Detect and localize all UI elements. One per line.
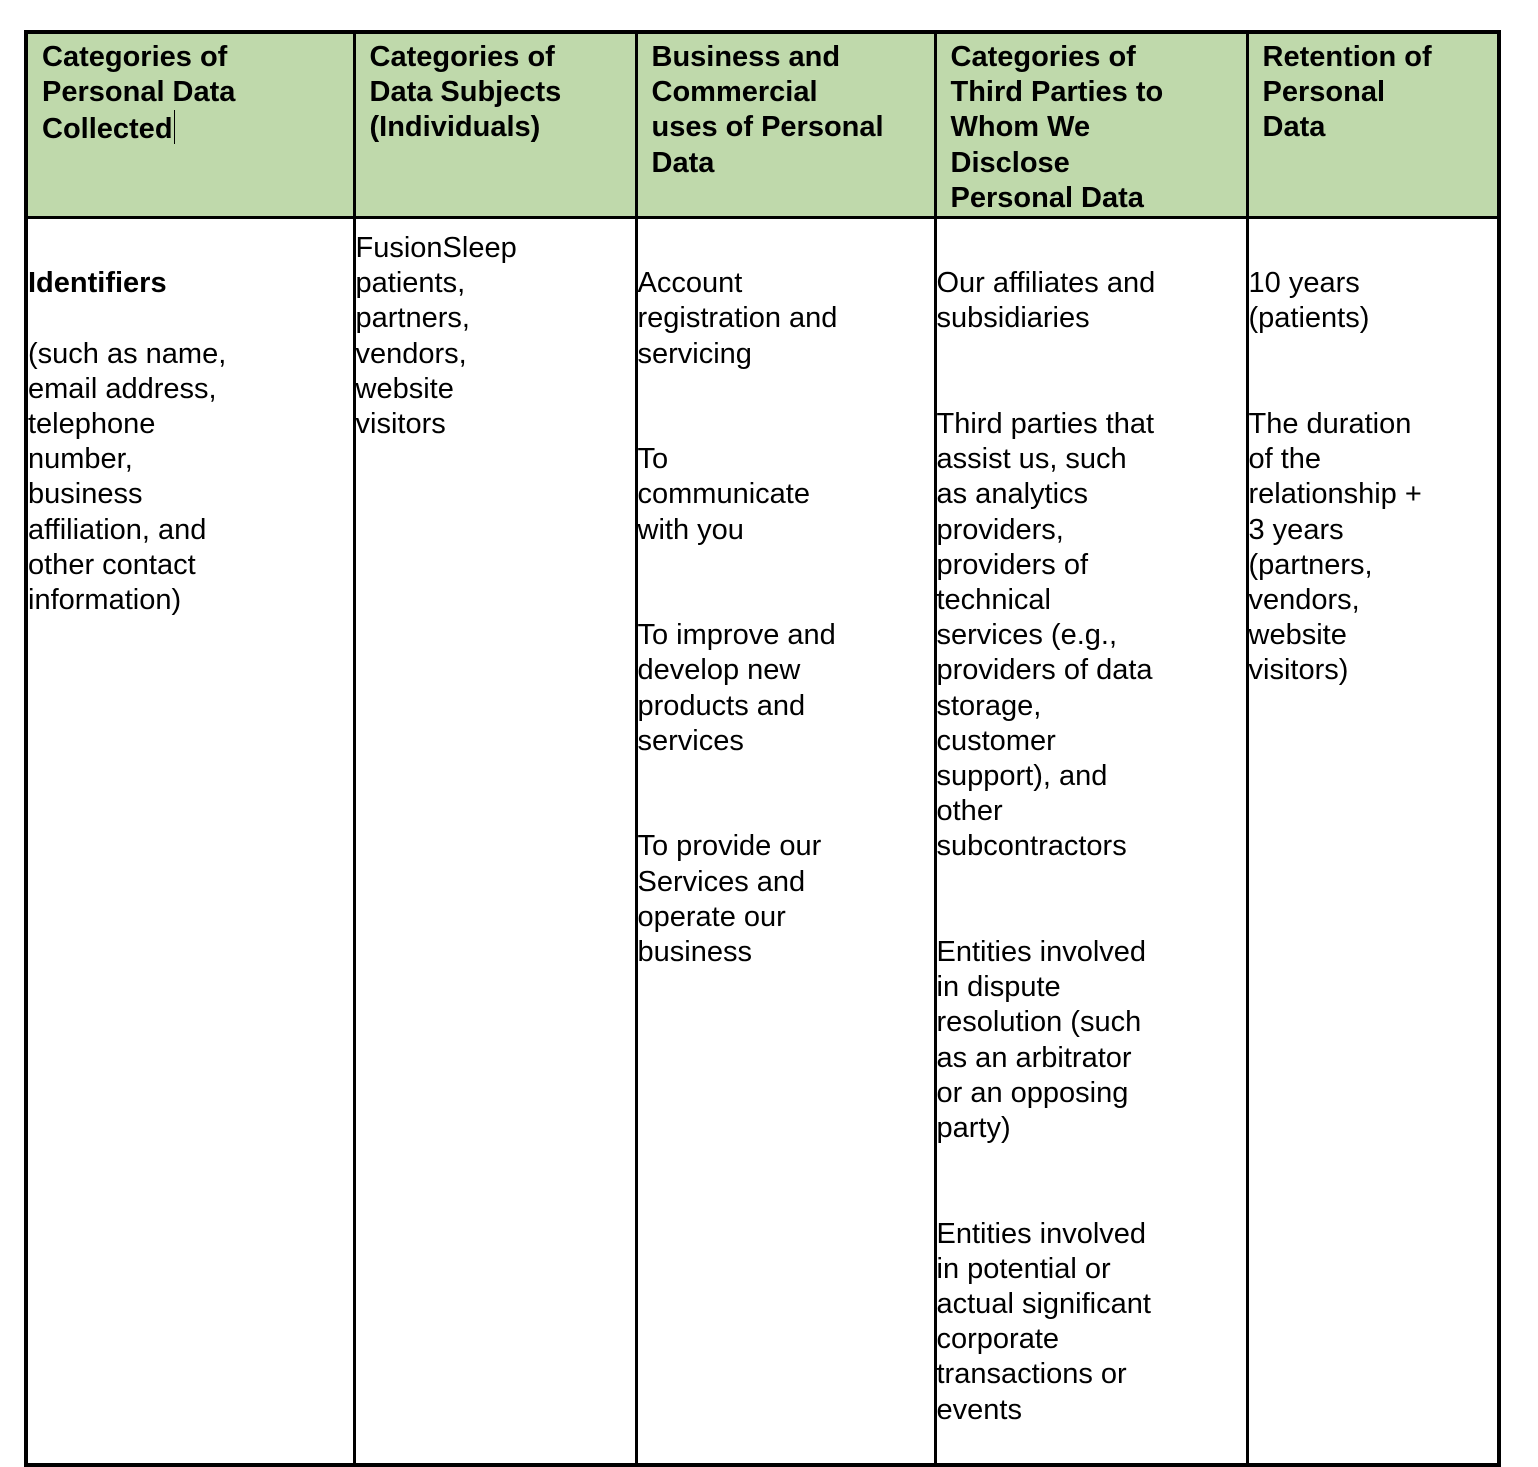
third-party-item: Our affiliates and subsidiaries (936, 267, 1156, 335)
cell-business-uses (636, 218, 935, 1466)
header-row (26, 32, 1499, 218)
data-subjects-text: FusionSleep patients, partners, vendors, website visitors (355, 232, 517, 441)
identifiers-title: Identifiers (28, 267, 167, 300)
cell-personal-data (26, 218, 354, 1466)
business-use-item: To communicate with you (637, 443, 810, 546)
cell-retention (1247, 218, 1499, 1466)
business-use-item: Account registration and servicing (637, 267, 838, 370)
business-use-item: To improve and develop new products and services (637, 619, 836, 757)
business-use-item: To provide our Services and operate our business (637, 830, 822, 969)
retention-item: 10 years (patients) (1248, 267, 1370, 335)
third-party-item: Entities involved in dispute resolution (such as an arbitrator or an opposing party) (936, 936, 1147, 1145)
header-personal-data-categories-text: Categories of Personal Data Collected (42, 41, 236, 146)
header-personal-data-categories (26, 32, 354, 218)
text-cursor (174, 110, 175, 144)
third-party-item: Third parties that assist us, such as analytics providers, providers of technical services (e.g., providers of data storage, customer support), and other subcontractors (936, 408, 1155, 863)
header-third-parties: Categories of Third Parties to Whom We Disclose Personal Data (935, 32, 1247, 218)
table-row (26, 218, 1499, 1466)
header-retention: Retention of Personal Data (1247, 32, 1499, 218)
identifiers-detail: (such as name, email address, telephone number, business affiliation, and other contact information) (28, 337, 227, 617)
cell-data-subjects (354, 218, 636, 1466)
header-data-subjects: Categories of Data Subjects (Individuals) (354, 32, 636, 218)
header-business-uses: Business and Commercial uses of Personal Data (636, 32, 935, 218)
retention-item: The duration of the relationship + 3 years (partners, vendors, website visitors) (1248, 408, 1422, 687)
cell-third-parties (935, 218, 1247, 1466)
personal-data-table (24, 30, 1501, 1467)
third-party-item: Entities involved in potential or actual significant corporate transactions or events (936, 1217, 1151, 1426)
